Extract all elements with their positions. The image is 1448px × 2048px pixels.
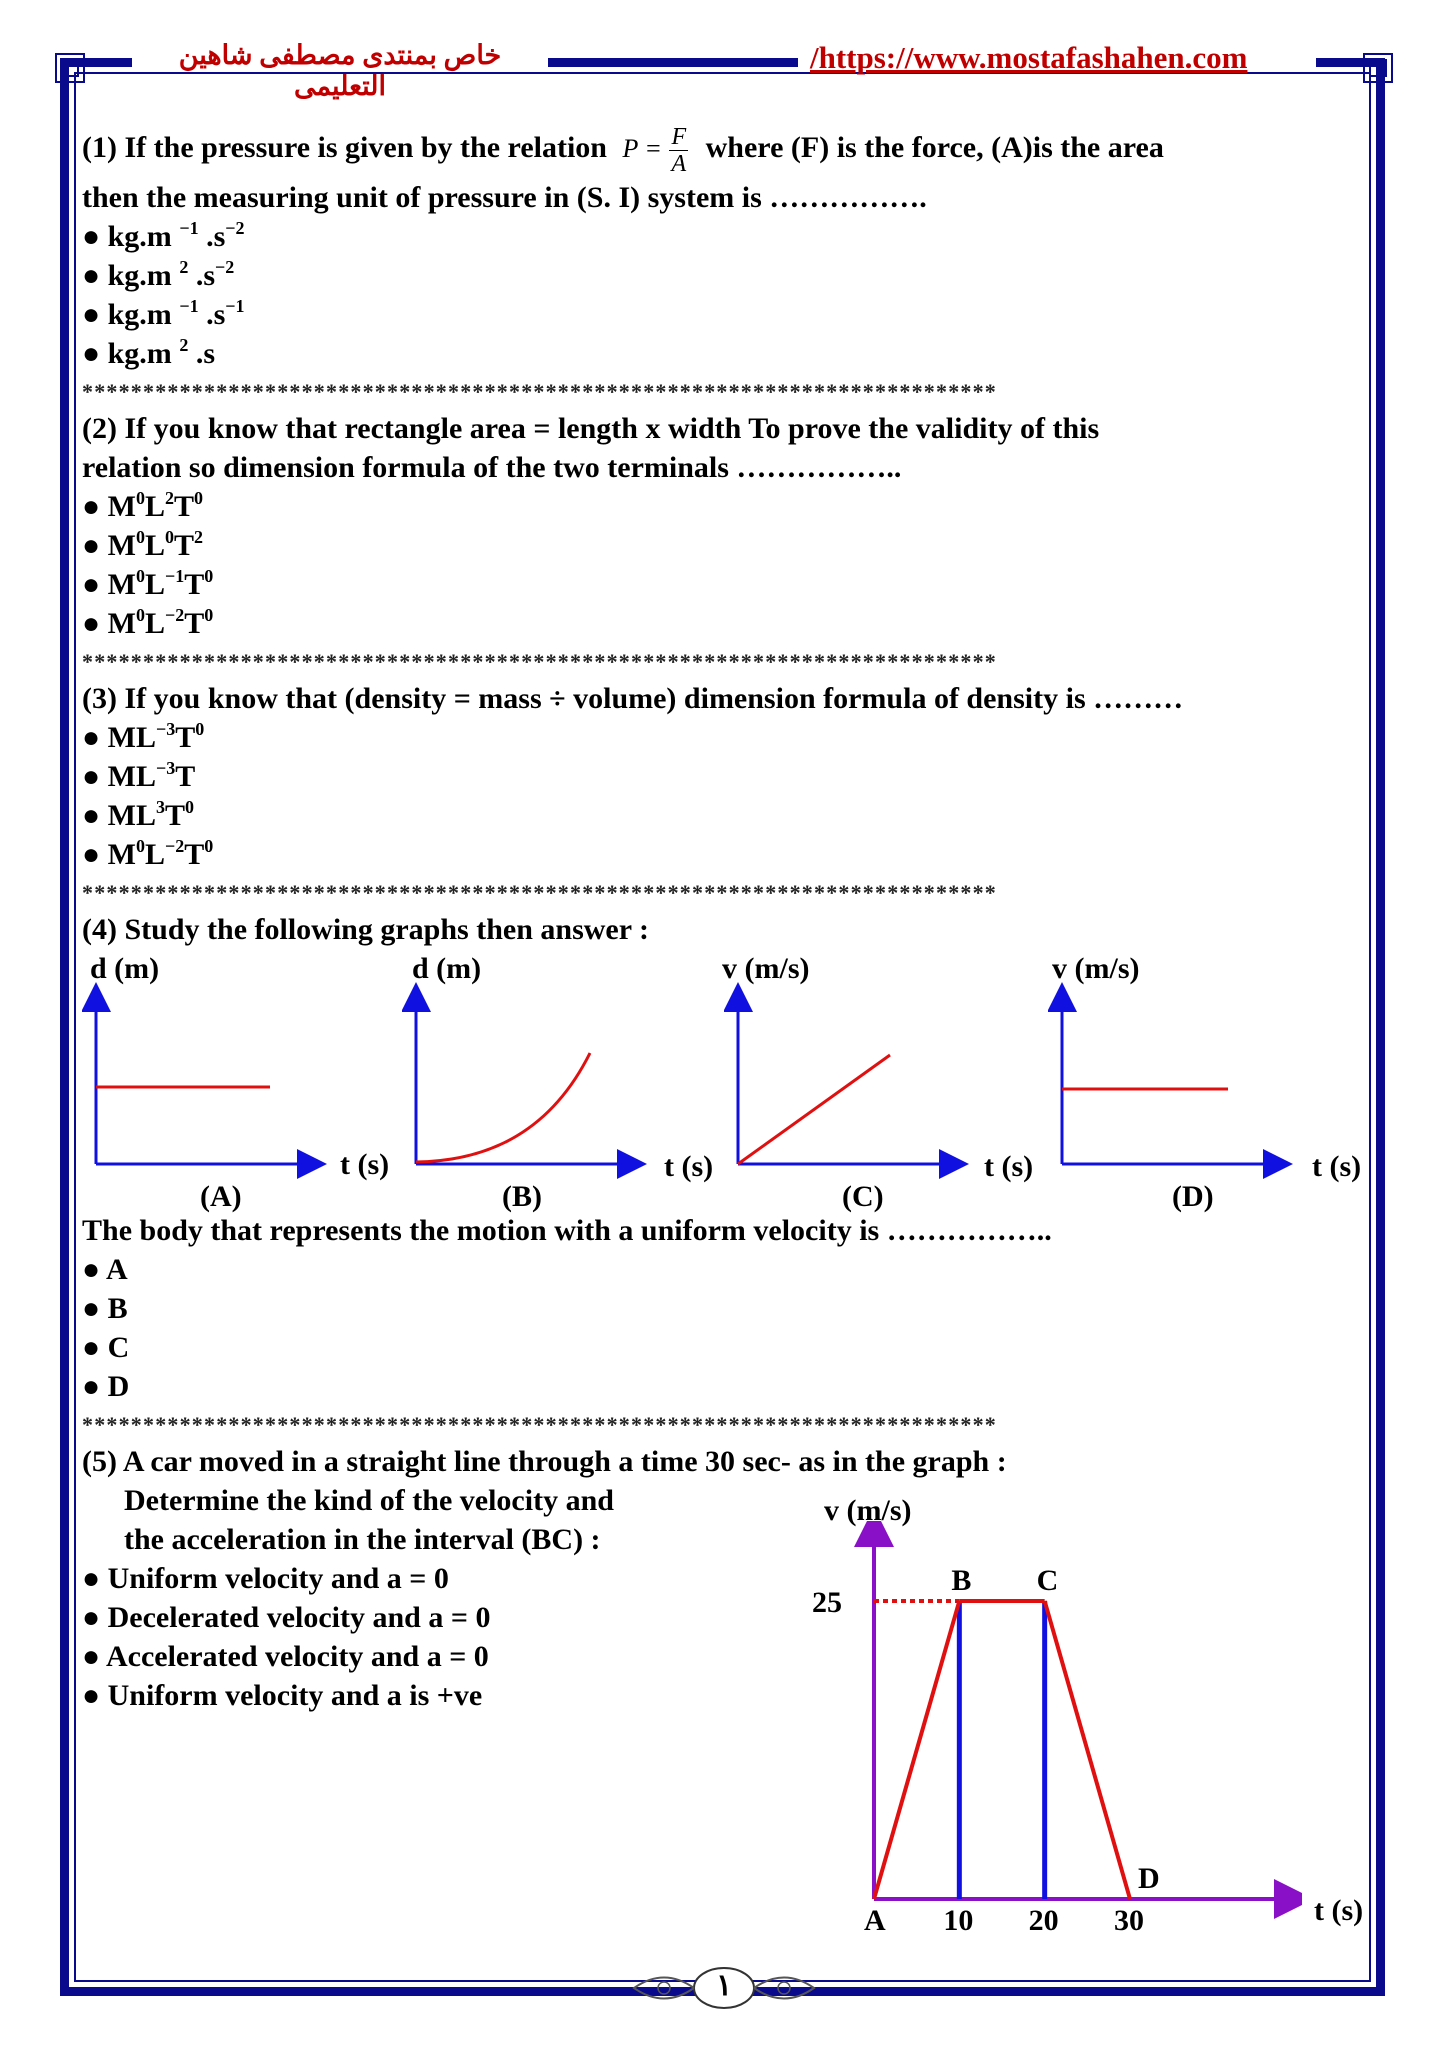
q4-options — [82, 1250, 1362, 1406]
q5-chart-x-tick: 30 — [1114, 1904, 1144, 1937]
graph-c — [724, 949, 1044, 1239]
q1-line2: then the measuring unit of pressure in (S. I) system is ……………. — [82, 181, 927, 214]
dim-t-exp: 0 — [204, 566, 214, 586]
dim-m-exp: 0 — [135, 605, 145, 625]
q1-formula-fraction — [669, 124, 688, 177]
dim-l: L — [135, 799, 156, 832]
q5-option[interactable] — [82, 1559, 490, 1598]
graph-d-ylabel: v (m/s) — [1052, 952, 1140, 985]
q5-chart-xlabel: t (s) — [1314, 1894, 1364, 1927]
q2-option[interactable] — [82, 487, 1362, 526]
dim-m: M — [107, 490, 136, 523]
dim-t-exp: 2 — [193, 527, 203, 547]
dim-l: L — [135, 721, 156, 754]
q4-graphs — [82, 949, 1362, 1239]
q5-chart-segment — [874, 1601, 959, 1899]
dim-t-exp: 0 — [204, 605, 214, 625]
graph-a-ylabel: d (m) — [90, 952, 160, 985]
q1-option-mid: .s — [198, 298, 226, 331]
separator: *************************************************************************** — [82, 379, 997, 404]
dim-l-exp: −3 — [155, 719, 176, 739]
q1-option-exp2: −1 — [225, 296, 245, 316]
q3-option[interactable] — [82, 796, 1362, 835]
bullet-icon: ● — [82, 1679, 108, 1712]
graph-b-ylabel: d (m) — [412, 952, 482, 985]
q2-option[interactable] — [82, 526, 1362, 565]
separator: *************************************************************************** — [82, 880, 997, 905]
dim-m-exp: 0 — [135, 488, 145, 508]
dim-l: L — [144, 838, 165, 871]
q5-chart-y-tick: 25 — [812, 1586, 842, 1619]
graph-a-xlabel: t (s) — [340, 1148, 390, 1181]
q5-body — [82, 1481, 1362, 1941]
q5-option[interactable] — [82, 1676, 490, 1715]
dim-t: T — [184, 607, 205, 640]
q2-line2: relation so dimension formula of the two terminals …………….. — [82, 451, 902, 484]
q5-option-label: Decelerated velocity and a = 0 — [107, 1601, 491, 1634]
bullet-icon: ● — [82, 1370, 108, 1403]
q1-option[interactable] — [82, 217, 1362, 256]
bullet-icon: ● — [82, 799, 108, 832]
bullet-icon: ● — [82, 1331, 108, 1364]
separator: *************************************************************************** — [82, 1412, 997, 1437]
graph-a-caption: (A) — [200, 1180, 242, 1213]
q1-option-exp1: −1 — [179, 218, 199, 238]
bullet-icon: ● — [82, 838, 108, 871]
q1-option-base: kg.m — [107, 259, 180, 292]
graph-b-caption: (B) — [502, 1180, 542, 1213]
dim-t: T — [175, 760, 196, 793]
corner-ornament-top-left — [52, 50, 92, 90]
bullet-icon: ● — [82, 760, 108, 793]
dim-t-exp: 0 — [204, 836, 214, 856]
dim-m: M — [107, 799, 136, 832]
q1-option-exp2: −2 — [215, 257, 235, 277]
dim-t: T — [173, 490, 194, 523]
dim-l-exp: −2 — [164, 605, 185, 625]
q1-option[interactable] — [82, 334, 1362, 373]
dim-l-exp: −2 — [164, 836, 185, 856]
q5-chart-point-label: C — [1036, 1564, 1059, 1597]
q1-options — [82, 217, 1362, 373]
q4-option[interactable] — [82, 1289, 1362, 1328]
q1-option[interactable] — [82, 295, 1362, 334]
dim-m: M — [107, 760, 136, 793]
dim-t: T — [175, 721, 196, 754]
header-url[interactable]: /https://www.mostafashahen.com — [810, 40, 1248, 75]
q5-chart-point-label: D — [1138, 1862, 1160, 1895]
q5-chart-x-tick: 10 — [943, 1904, 974, 1937]
graph-c-caption: (C) — [842, 1180, 884, 1213]
header-bar-middle — [548, 58, 798, 67]
dim-m: M — [107, 568, 136, 601]
q3-option[interactable] — [82, 757, 1362, 796]
q4-option-label: D — [107, 1370, 130, 1403]
graph-c-xlabel: t (s) — [984, 1150, 1034, 1183]
graph-d-xlabel: t (s) — [1312, 1150, 1362, 1183]
bullet-icon: ● — [82, 259, 108, 292]
q5-chart-x-tick: 20 — [1028, 1904, 1059, 1937]
q3-line1: (3) If you know that (density = mass ÷ volume) dimension formula of density is ……… — [82, 682, 1184, 715]
bullet-icon: ● — [82, 1601, 108, 1634]
dim-t-exp: 0 — [193, 488, 203, 508]
bullet-icon: ● — [82, 298, 108, 331]
q1-text-b: where (F) is the force, (A)is the area — [705, 131, 1164, 164]
q3-option[interactable] — [82, 718, 1362, 757]
q1-option-base: kg.m — [107, 220, 180, 253]
q4-option[interactable] — [82, 1250, 1362, 1289]
q4-option[interactable] — [82, 1328, 1362, 1367]
q4-question: The body that represents the motion with a uniform velocity is …………….. — [82, 1214, 1052, 1247]
dim-m-exp: 0 — [135, 527, 145, 547]
dim-l-exp: 2 — [164, 488, 174, 508]
dim-l-exp: 0 — [164, 527, 174, 547]
header-arabic-title: خاص بمنتدى مصطفى شاهين التعليمى — [178, 40, 502, 101]
q5-option[interactable] — [82, 1637, 490, 1676]
q5-option-label: Accelerated velocity and a = 0 — [105, 1640, 489, 1673]
dim-t-exp: 0 — [195, 719, 205, 739]
bullet-icon: ● — [82, 1292, 108, 1325]
dim-l: L — [144, 529, 165, 562]
q2-options — [82, 487, 1362, 643]
q1-text-a: (1) If the pressure is given by the relation — [82, 131, 607, 164]
graph-b-xlabel: t (s) — [664, 1150, 714, 1183]
q5-chart-point-label: B — [951, 1564, 972, 1597]
dim-t: T — [164, 799, 185, 832]
q5-chart-segment — [1045, 1601, 1130, 1899]
q1-option-exp1: −1 — [179, 296, 199, 316]
q1-option-exp2: −2 — [225, 218, 245, 238]
q1-option-base: kg.m — [107, 298, 180, 331]
q4-option[interactable] — [82, 1367, 1362, 1406]
q1-option-base: kg.m — [107, 337, 180, 370]
bullet-icon: ● — [82, 1253, 106, 1286]
dim-l-exp: −1 — [164, 566, 185, 586]
q5-option-label: Uniform velocity and a = 0 — [107, 1562, 449, 1595]
dim-l: L — [144, 568, 165, 601]
q4-option-label: B — [107, 1292, 128, 1325]
q2-option[interactable] — [82, 565, 1362, 604]
dim-l: L — [135, 760, 156, 793]
separator: *************************************************************************** — [82, 649, 997, 674]
bullet-icon: ● — [82, 1562, 108, 1595]
q1-line1 — [82, 118, 1362, 178]
q1-option[interactable] — [82, 256, 1362, 295]
q4-line1: (4) Study the following graphs then answer : — [82, 913, 649, 946]
dim-t-exp: 0 — [184, 797, 194, 817]
dim-t: T — [184, 838, 205, 871]
dim-m: M — [107, 838, 136, 871]
bullet-icon: ● — [82, 529, 108, 562]
q2-line1: (2) If you know that rectangle area = length x width To prove the validity of this — [82, 412, 1100, 445]
graph-a — [82, 949, 402, 1239]
q1-formula-denominator: A — [671, 150, 687, 177]
dim-l-exp: −3 — [155, 758, 176, 778]
dim-l: L — [144, 490, 165, 523]
page-number: ١ — [715, 1969, 733, 2002]
q5-option-label: Uniform velocity and a is +ve — [107, 1679, 483, 1712]
corner-ornament-top-right — [1356, 50, 1396, 90]
q3-options — [82, 718, 1362, 874]
dim-m-exp: 0 — [135, 566, 145, 586]
graph-c-ylabel: v (m/s) — [722, 952, 810, 985]
bullet-icon: ● — [82, 721, 108, 754]
dim-m: M — [107, 529, 136, 562]
q1-option-mid: .s — [188, 259, 215, 292]
dim-m: M — [107, 721, 136, 754]
q5-option[interactable] — [82, 1598, 490, 1637]
bullet-icon: ● — [82, 607, 108, 640]
q1-option-mid: .s — [188, 337, 215, 370]
q5-chart-point-label: A — [864, 1904, 886, 1937]
worksheet-content — [82, 118, 1362, 1941]
q5-line2: Determine the kind of the velocity and — [124, 1484, 614, 1517]
bullet-icon: ● — [82, 490, 108, 523]
bullet-icon: ● — [82, 337, 108, 370]
bullet-icon: ● — [82, 568, 108, 601]
q3-option[interactable] — [82, 835, 1362, 874]
q4-option-label: C — [107, 1331, 130, 1364]
q1-option-exp1: 2 — [179, 335, 189, 355]
q5-line3: the acceleration in the interval (BC) : — [124, 1523, 601, 1556]
q2-option[interactable] — [82, 604, 1362, 643]
dim-t: T — [184, 568, 205, 601]
q5-options — [82, 1559, 490, 1715]
dim-l-exp: 3 — [155, 797, 165, 817]
q4-option-label: A — [105, 1253, 128, 1286]
dim-t: T — [173, 529, 194, 562]
dim-m: M — [107, 607, 136, 640]
graph-d-caption: (D) — [1172, 1180, 1214, 1213]
bullet-icon: ● — [82, 1640, 106, 1673]
q1-formula-lhs: P = — [622, 134, 662, 163]
dim-m-exp: 0 — [135, 836, 145, 856]
q5-chart-ylabel: v (m/s) — [824, 1494, 912, 1527]
graph-b — [402, 949, 722, 1239]
dim-l: L — [144, 607, 165, 640]
graph-b-curve — [416, 1053, 590, 1162]
q5-line1: (5) A car moved in a straight line through a time 30 sec- as in the graph : — [82, 1445, 1007, 1478]
q1-formula-numerator: F — [671, 123, 687, 150]
graph-c-line — [738, 1055, 890, 1164]
q1-option-exp1: 2 — [179, 257, 189, 277]
bullet-icon: ● — [82, 220, 108, 253]
q1-option-mid: .s — [198, 220, 226, 253]
